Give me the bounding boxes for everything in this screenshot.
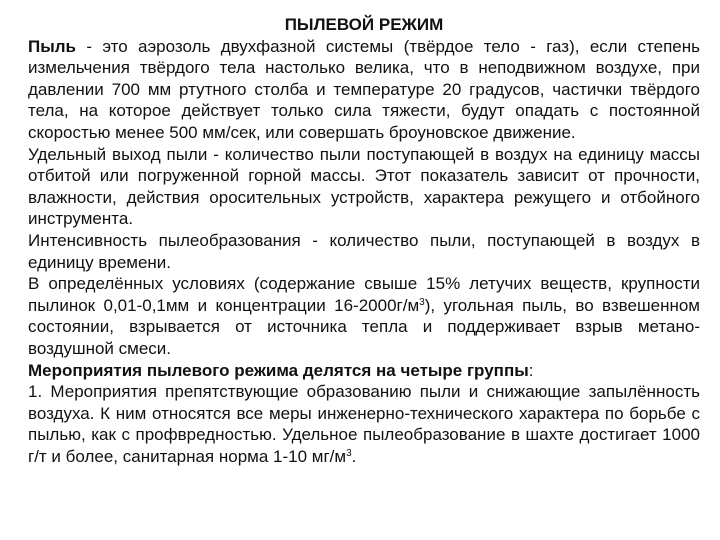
explosion-conditions-text-a: В определённых условиях (содержание свыше 15% летучих веществ, крупности пылинок 0,01-0,1мм и концентрации 16-2000г/м [28,274,700,315]
paragraph-dust-definition [28,36,700,144]
paragraph-specific-dust-yield [28,144,700,230]
paragraph-measures-group-1 [28,381,700,467]
superscript-cubed-2: 3 [346,447,352,459]
explosion-conditions-text-b: ), угольная пыль, во взвешенном состоянии, взрывается от источника тепла и поддерживает взрыв метано-воздушной смеси. [28,295,700,358]
paragraph-explosion-conditions [28,273,700,359]
dust-definition-text: - это аэрозоль двухфазной системы (твёрдое тело - газ), если степень измельчения твёрдого тела настолько велика, что в неподвижном воздухе, при давлении 700 мм ртутного столба и температуре 20 градусов, частички твёрдого тела, на которое действует только сила тяжести, будут опадать с постоянной скоростью менее 500 мм/сек, или совершать броуновское движение. [28,36,700,142]
slide-content [28,14,700,467]
page-title: ПЫЛЕВОЙ РЕЖИМ [284,15,444,34]
paragraph-measures-heading [28,360,700,382]
measures-group-1-text-b: . [351,446,357,466]
measures-heading-colon: : [528,360,534,380]
measures-heading: Мероприятия пылевого режима делятся на четыре группы [28,360,529,380]
specific-dust-yield-text: Удельный выход пыли - количество пыли поступающей в воздух на единицу массы отбитой или погруженной горной массы. Этот показатель зависит от прочности, влажности, действия оросительных устройств, характера режущего и отбойного инструмента. [28,144,700,229]
superscript-cubed: 3 [419,296,425,308]
measures-group-1-text-a: 1. Мероприятия препятствующие образованию пыли и снижающие запылённость воздуха. К ним относятся все меры инженерно-технического характера по борьбе с пылью, как с профвредностью. Удельное пылеобразование в шахте достигает 1000 г/т и более, санитарная норма 1-10 мг/м [28,382,700,466]
paragraph-dust-intensity [28,230,700,273]
term-dust: Пыль [28,36,76,56]
dust-intensity-text: Интенсивность пылеобразования - количество пыли, поступающей в воздух в единицу времени. [28,230,700,272]
